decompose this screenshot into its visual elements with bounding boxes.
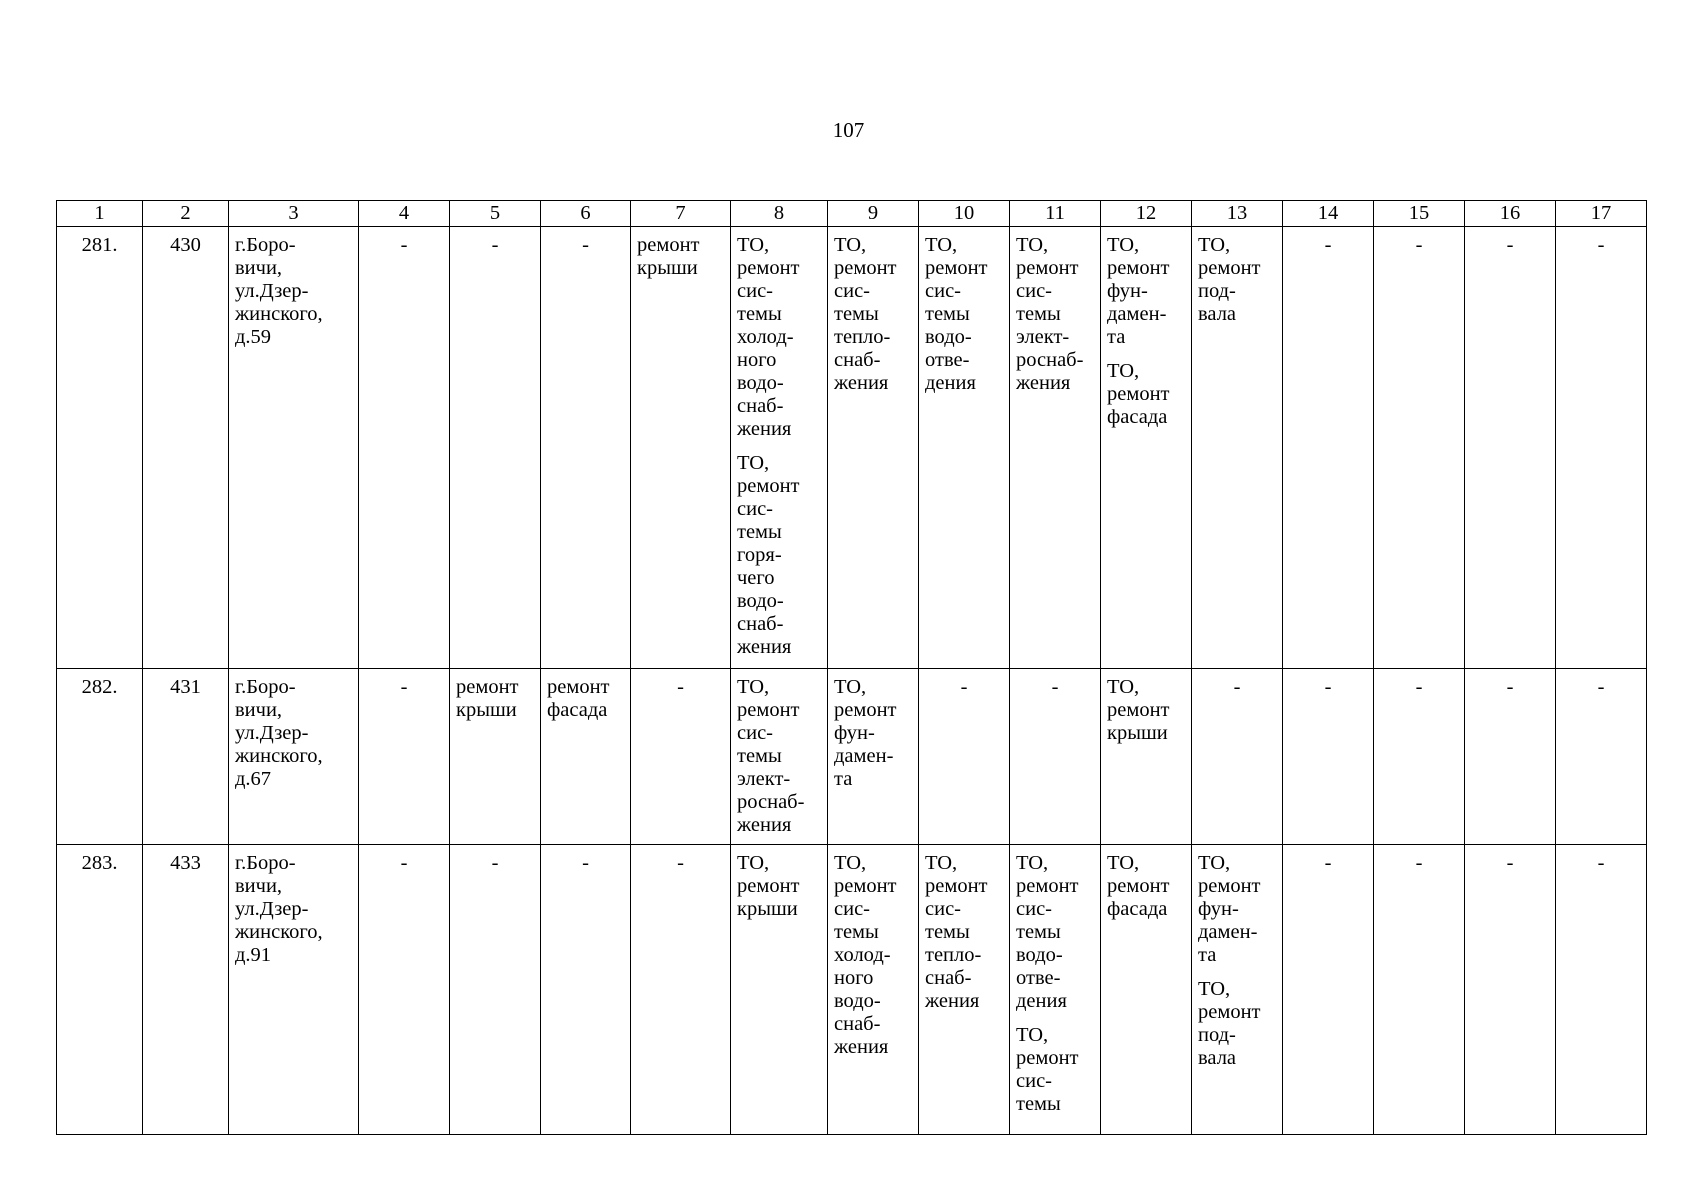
empty-cell-col-14: - — [1283, 669, 1374, 845]
column-header-14: 14 — [1283, 201, 1374, 227]
work-item: ремонт фасада — [547, 676, 610, 721]
table-body — [57, 227, 1647, 1135]
empty-cell-col-15: - — [1374, 669, 1465, 845]
column-header-16: 16 — [1465, 201, 1556, 227]
work-item: ТО, ремонт под- вала — [1198, 978, 1261, 1069]
column-header-4: 4 — [359, 201, 450, 227]
empty-cell-col-6: - — [541, 227, 631, 669]
work-cell-col-9 — [828, 227, 919, 669]
work-item: ТО, ремонт сис- темы — [1016, 1024, 1079, 1115]
empty-cell-col-17: - — [1556, 227, 1647, 669]
address-cell — [229, 845, 359, 1135]
object-code-cell: 431 — [143, 669, 229, 845]
work-item: ТО, ремонт под- вала — [1198, 234, 1261, 325]
work-item: ТО, ремонт фун- дамен- та — [1198, 852, 1261, 966]
work-item: ТО, ремонт фасада — [1107, 360, 1170, 428]
column-header-9: 9 — [828, 201, 919, 227]
work-item: ТО, ремонт сис- темы холод- ного водо- снаб- жения — [834, 852, 897, 1058]
work-item: ТО, ремонт крыши — [1107, 676, 1170, 744]
work-cell-col-8 — [731, 227, 828, 669]
empty-cell-col-4: - — [359, 845, 450, 1135]
work-cell-col-9 — [828, 845, 919, 1135]
works-table — [56, 200, 1647, 1135]
header-row — [57, 201, 1647, 227]
work-cell-col-6 — [541, 669, 631, 845]
row-number-cell: 283. — [57, 845, 143, 1135]
column-header-6: 6 — [541, 201, 631, 227]
empty-cell-col-17: - — [1556, 669, 1647, 845]
work-item: ТО, ремонт фасада — [1107, 852, 1170, 920]
work-cell-col-12 — [1101, 669, 1192, 845]
column-header-3: 3 — [229, 201, 359, 227]
work-item: ТО, ремонт сис- темы элект- роснаб- жения — [737, 676, 805, 836]
empty-cell-col-15: - — [1374, 227, 1465, 669]
object-code-cell: 430 — [143, 227, 229, 669]
work-cell-col-12 — [1101, 845, 1192, 1135]
row-number-cell: 282. — [57, 669, 143, 845]
empty-cell-col-7: - — [631, 669, 731, 845]
work-item: ТО, ремонт фун- дамен- та — [834, 676, 897, 790]
empty-cell-col-15: - — [1374, 845, 1465, 1135]
empty-cell-col-11: - — [1010, 669, 1101, 845]
work-item: ТО, ремонт фун- дамен- та — [1107, 234, 1170, 348]
empty-cell-col-16: - — [1465, 845, 1556, 1135]
column-header-1: 1 — [57, 201, 143, 227]
empty-cell-col-4: - — [359, 669, 450, 845]
address-text: г.Боро- вичи, ул.Дзер- жинского, д.91 — [235, 852, 323, 966]
empty-cell-col-5: - — [450, 845, 541, 1135]
column-header-13: 13 — [1192, 201, 1283, 227]
address-cell — [229, 669, 359, 845]
empty-cell-col-16: - — [1465, 669, 1556, 845]
work-cell-col-5 — [450, 669, 541, 845]
row-number-cell: 281. — [57, 227, 143, 669]
work-item: ТО, ремонт сис- темы тепло- снаб- жения — [925, 852, 988, 1012]
work-cell-col-7 — [631, 227, 731, 669]
work-cell-col-11 — [1010, 227, 1101, 669]
table-row — [57, 227, 1647, 669]
work-cell-col-8 — [731, 845, 828, 1135]
column-header-5: 5 — [450, 201, 541, 227]
work-item: ремонт крыши — [456, 676, 519, 721]
address-text: г.Боро- вичи, ул.Дзер- жинского, д.59 — [235, 234, 323, 348]
column-header-10: 10 — [919, 201, 1010, 227]
work-item: ТО, ремонт сис- темы горя- чего водо- снаб- жения — [737, 452, 800, 658]
work-cell-col-8 — [731, 669, 828, 845]
work-cell-col-11 — [1010, 845, 1101, 1135]
work-item: ТО, ремонт сис- темы холод- ного водо- снаб- жения — [737, 234, 800, 440]
object-code-cell: 433 — [143, 845, 229, 1135]
empty-cell-col-14: - — [1283, 227, 1374, 669]
table-header — [57, 201, 1647, 227]
column-header-8: 8 — [731, 201, 828, 227]
column-header-11: 11 — [1010, 201, 1101, 227]
work-item: ТО, ремонт сис- темы элект- роснаб- жения — [1016, 234, 1084, 394]
work-cell-col-13 — [1192, 845, 1283, 1135]
work-cell-col-12 — [1101, 227, 1192, 669]
table-row — [57, 669, 1647, 845]
work-cell-col-13 — [1192, 227, 1283, 669]
empty-cell-col-14: - — [1283, 845, 1374, 1135]
work-item: ТО, ремонт сис- темы тепло- снаб- жения — [834, 234, 897, 394]
empty-cell-col-13: - — [1192, 669, 1283, 845]
address-cell — [229, 227, 359, 669]
work-item: ТО, ремонт сис- темы водо- отве- дения — [1016, 852, 1079, 1012]
empty-cell-col-10: - — [919, 669, 1010, 845]
column-header-15: 15 — [1374, 201, 1465, 227]
empty-cell-col-16: - — [1465, 227, 1556, 669]
empty-cell-col-17: - — [1556, 845, 1647, 1135]
column-header-12: 12 — [1101, 201, 1192, 227]
empty-cell-col-7: - — [631, 845, 731, 1135]
work-item: ремонт крыши — [637, 234, 700, 279]
work-item: ТО, ремонт крыши — [737, 852, 800, 920]
address-text: г.Боро- вичи, ул.Дзер- жинского, д.67 — [235, 676, 323, 790]
empty-cell-col-6: - — [541, 845, 631, 1135]
work-cell-col-10 — [919, 227, 1010, 669]
column-header-17: 17 — [1556, 201, 1647, 227]
column-header-7: 7 — [631, 201, 731, 227]
work-cell-col-9 — [828, 669, 919, 845]
table-row — [57, 845, 1647, 1135]
empty-cell-col-5: - — [450, 227, 541, 669]
column-header-2: 2 — [143, 201, 229, 227]
page-number: 107 — [832, 118, 865, 142]
work-cell-col-10 — [919, 845, 1010, 1135]
empty-cell-col-4: - — [359, 227, 450, 669]
work-item: ТО, ремонт сис- темы водо- отве- дения — [925, 234, 988, 394]
